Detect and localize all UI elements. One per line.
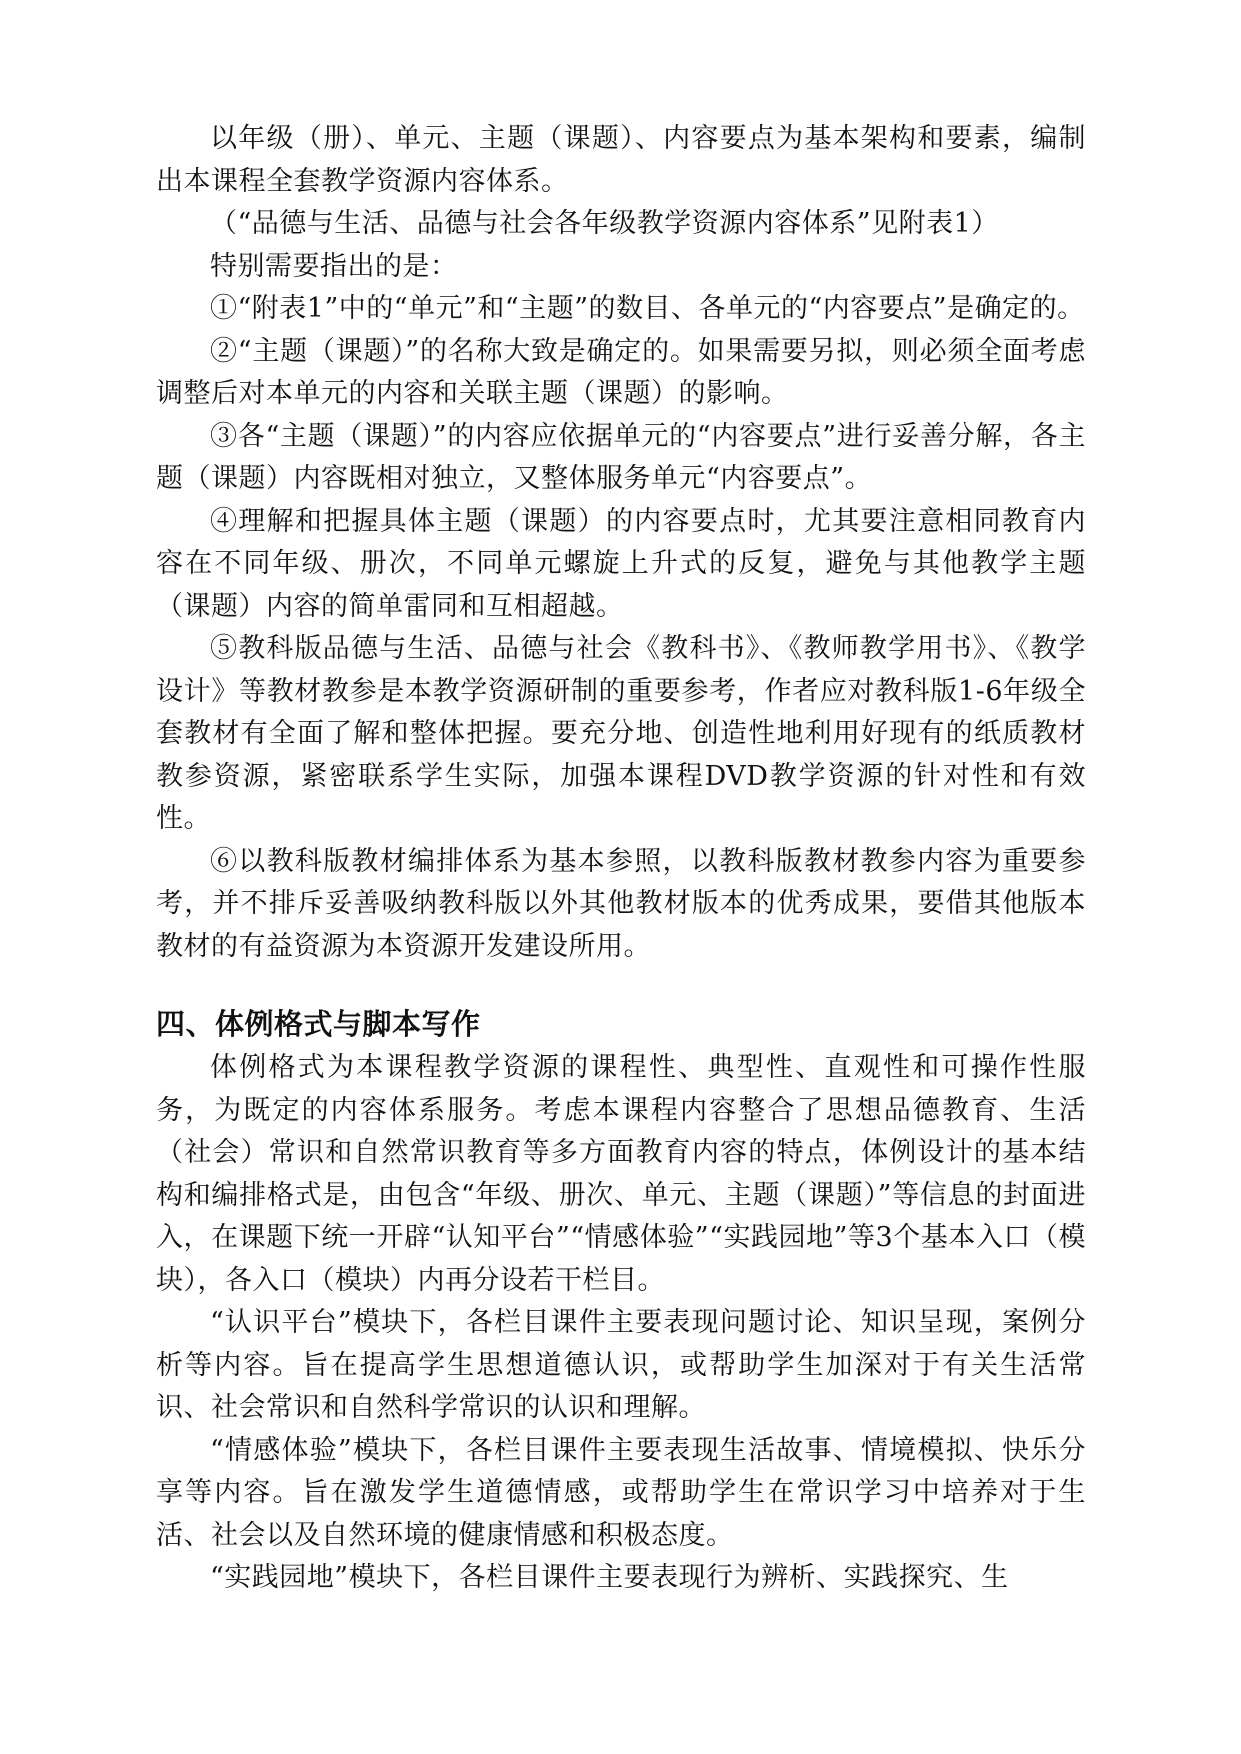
paragraph-content-system: 以年级（册）、单元、主题（课题）、内容要点为基本架构和要素，编制出本课程全套教学资源内容体系。: [156, 123, 1086, 197]
paragraph-point-5: ⑤教科版品德与生活、品德与社会《教科书》、《教师教学用书》、《教学设计》等教材教参是本教学资源研制的重要参考，作者应对教科版1-6年级全套教材有全面了解和整体把握。要充分地、创造性地利用好现有的纸质教材教参资源，紧密联系学生实际，加强本课程DVD教学资源的针对性和有效性。: [156, 633, 1086, 834]
document-body: [156, 118, 1086, 1600]
paragraph-point-2: ②“主题（课题）”的名称大致是确定的。如果需要另拟，则必须全面考虑调整后对本单元的内容和关联主题（课题）的影响。: [156, 335, 1086, 409]
paragraph-emotion-module: “情感体验”模块下，各栏目课件主要表现生活故事、情境模拟、快乐分享等内容。旨在激发学生道德情感，或帮助学生在常识学习中培养对于生活、社会以及自然环境的健康情感和积极态度。: [156, 1434, 1086, 1551]
paragraph-format-overview: 体例格式为本课程教学资源的课程性、典型性、直观性和可操作性服务，为既定的内容体系服务。考虑本课程内容整合了思想品德教育、生活（社会）常识和自然常识教育等多方面教育内容的特点，体例设计的基本结构和编排格式是，由包含“年级、册次、单元、主题（课题）”等信息的封面进入，在课题下统一开辟“认知平台”“情感体验”“实践园地”等3个基本入口（模块），各入口（模块）内再分设若干栏目。: [156, 1052, 1086, 1296]
paragraph-point-4: ④理解和把握具体主题（课题）的内容要点时，尤其要注意相同教育内容在不同年级、册次，不同单元螺旋上升式的反复，避免与其他教学主题（课题）内容的简单雷同和互相超越。: [156, 505, 1086, 622]
paragraph-cognition-module: “认识平台”模块下，各栏目课件主要表现问题讨论、知识呈现，案例分析等内容。旨在提高学生思想道德认识，或帮助学生加深对于有关生活常识、社会常识和自然科学常识的认识和理解。: [156, 1307, 1086, 1423]
paragraph-appendix-note: （“品德与生活、品德与社会各年级教学资源内容体系”见附表1）: [210, 208, 999, 239]
paragraph-point-3: ③各“主题（课题）”的内容应依据单元的“内容要点”进行妥善分解，各主题（课题）内容既相对独立，又整体服务单元“内容要点”。: [156, 420, 1086, 494]
paragraph-practice-module: “实践园地”模块下，各栏目课件主要表现行为辨析、实践探究、生: [210, 1562, 1009, 1593]
paragraph-special-note: 特别需要指出的是：: [210, 250, 458, 282]
paragraph-point-1: ①“附表1”中的“单元”和“主题”的数目、各单元的“内容要点”是确定的。: [210, 293, 1085, 324]
paragraph-point-6: ⑥以教科版教材编排体系为基本参照，以教科版教材教参内容为重要参考，并不排斥妥善吸纳教科版以外其他教材版本的优秀成果，要借其他版本教材的有益资源为本资源开发建设所用。: [156, 845, 1086, 962]
section-heading: 四、体例格式与脚本写作: [156, 1007, 481, 1041]
